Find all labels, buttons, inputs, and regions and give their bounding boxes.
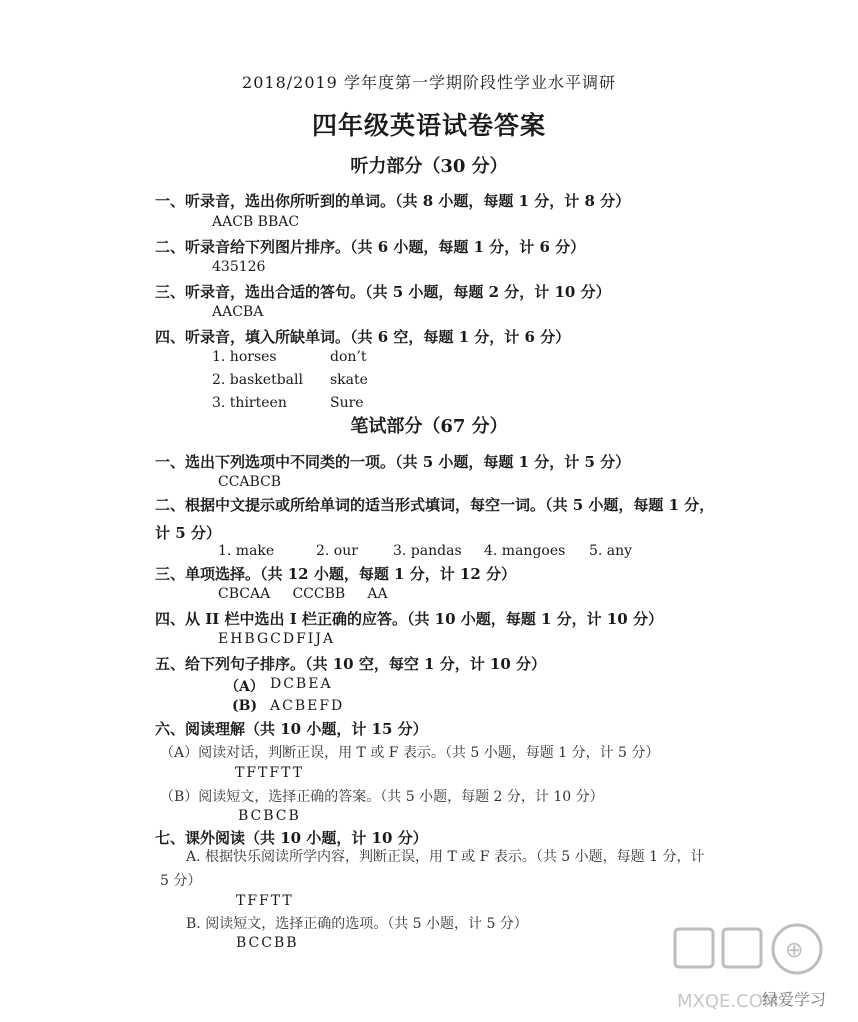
- written-q3-answer: CBCAA CCCBB AA: [218, 586, 388, 602]
- written-q7-a-text: A. 根据快乐阅读所学内容，判断正误，用 T 或 F 表示。（共 5 小题，每题 1 分，计 5 分）: [160, 849, 705, 889]
- listening-q4-row3-right: Sure: [330, 395, 364, 411]
- written-q2-answer-4: 4. mangoes: [484, 543, 566, 559]
- written-q7-a-answer: TFFTT: [236, 893, 294, 909]
- written-q2-label: 二、根据中文提示或所给单词的适当形式填词，每空一词。（共 5 小题，每题 1 分，计 5 分）: [155, 496, 715, 542]
- written-q6-a-text: （A）阅读对话，判断正误，用 T 或 F 表示。（共 5 小题，每题 1 分，计 5 分）: [160, 745, 660, 761]
- written-q6-label: 六、阅读理解（共 10 小题，计 15 分）: [155, 720, 428, 738]
- written-q5-a-label: （A）: [225, 679, 264, 695]
- listening-q2-answer: 435126: [212, 259, 266, 275]
- written-q1-answer: CCABCB: [218, 474, 282, 490]
- written-q7-b-answer: BCCBB: [236, 935, 299, 951]
- written-q2-answer-3: 3. pandas: [393, 543, 462, 559]
- written-q5-a-answer: DCBEA: [270, 676, 333, 692]
- written-q2-answer-2: 2. our: [316, 543, 358, 559]
- written-q3-label: 三、单项选择。（共 12 小题，每题 1 分，计 12 分）: [155, 565, 517, 583]
- written-heading: 笔试部分（67 分）: [350, 416, 508, 437]
- written-q5-label: 五、给下列句子排序。（共 10 空，每空 1 分，计 10 分）: [155, 655, 547, 673]
- listening-q4-row1-left: 1. horses: [212, 349, 277, 365]
- listening-q4-row3-left: 3. thirteen: [212, 395, 287, 411]
- listening-q1-answer: AACB BBAC: [212, 214, 300, 230]
- written-q6-b-answer: BCBCB: [238, 808, 301, 824]
- written-q4-answer: EHBGCDFIJA: [218, 631, 336, 647]
- listening-q3-label: 三、听录音，选出合适的答句。（共 5 小题，每题 2 分，计 10 分）: [155, 283, 611, 301]
- written-q2-answer-5: 5. any: [589, 543, 633, 559]
- written-q5-b-label: (B): [232, 698, 258, 714]
- listening-q1-label: 一、听录音，选出你所听到的单词。（共 8 小题，每题 1 分，计 8 分）: [155, 192, 631, 210]
- written-q6-a-answer: TFTFTT: [235, 765, 305, 781]
- written-q6-b-text: （B）阅读短文，选择正确的答案。（共 5 小题，每题 2 分，计 10 分）: [160, 789, 604, 805]
- listening-q4-row1-right: don’t: [330, 349, 367, 365]
- listening-q4-label: 四、听录音，填入所缺单词。（共 6 空，每题 1 分，计 6 分）: [155, 328, 571, 346]
- page-title: 四年级英语试卷答案: [311, 111, 546, 140]
- watermark-url: MXQE.COM: [677, 991, 779, 1012]
- listening-q4-row2-left: 2. basketball: [212, 372, 303, 388]
- written-q2-answer-1: 1. make: [218, 543, 275, 559]
- listening-q3-answer: AACBA: [212, 304, 264, 320]
- written-q4-label: 四、从 II 栏中选出 I 栏正确的应答。（共 10 小题，每题 1 分，计 10 分）: [155, 610, 663, 628]
- written-q7-label: 七、课外阅读（共 10 小题，计 10 分）: [155, 829, 428, 847]
- listening-heading: 听力部分（30 分）: [350, 156, 508, 177]
- exam-header: 2018/2019 学年度第一学期阶段性学业水平调研: [242, 73, 616, 92]
- written-q1-label: 一、选出下列选项中不同类的一项。（共 5 小题，每题 1 分，计 5 分）: [155, 453, 631, 471]
- watermark-text: 绿爱学习: [761, 990, 826, 1009]
- svg-text:⊕: ⊕: [785, 938, 804, 963]
- listening-q4-row2-right: skate: [330, 372, 368, 388]
- listening-q2-label: 二、听录音给下列图片排序。（共 6 小题，每题 1 分，计 6 分）: [155, 238, 586, 256]
- written-q7-b-text: B. 阅读短文，选择正确的选项。（共 5 小题，计 5 分）: [186, 916, 528, 932]
- written-q5-b-answer: ACBEFD: [270, 698, 345, 714]
